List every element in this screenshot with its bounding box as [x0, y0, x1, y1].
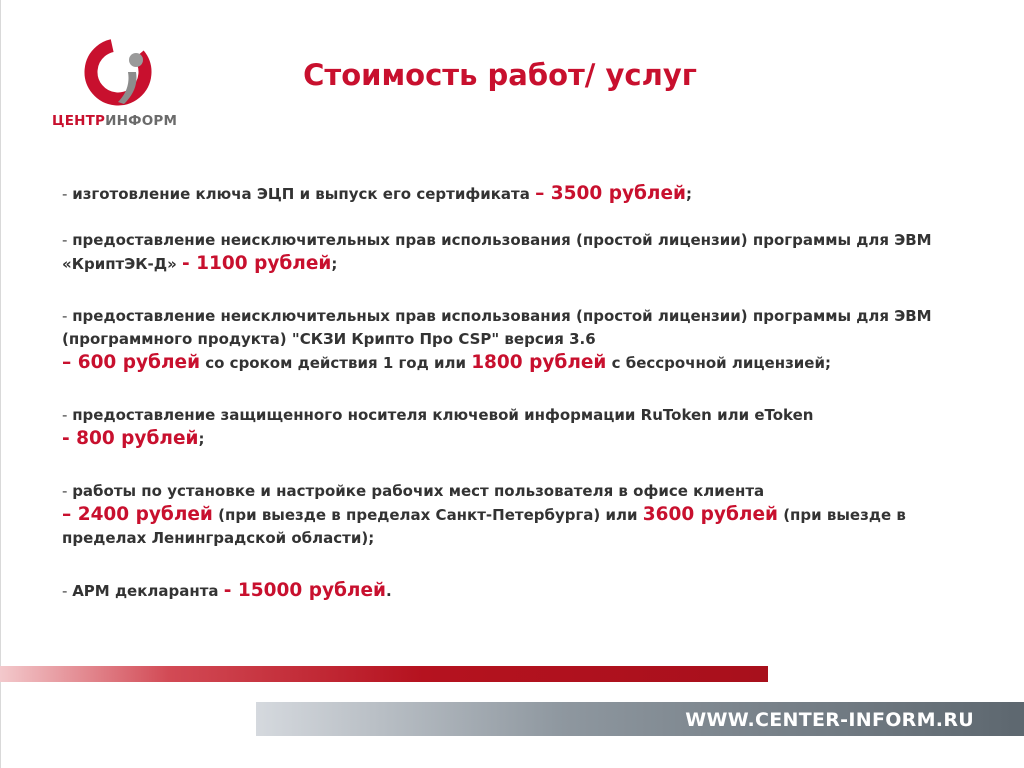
item-text: (при выезде в пределах Ленинградской области); — [62, 506, 906, 547]
item-text: АРМ декларанта — [72, 582, 224, 600]
logo-text-part1: ЦЕНТР — [52, 113, 106, 129]
item-price: – 2400 рублей — [62, 504, 213, 525]
frame-border — [0, 0, 1, 768]
item-price: - 15000 рублей — [223, 580, 386, 601]
item-text: предоставление неисключительных прав использования (простой лицензии) программы для ЭВМ (программного продукта) "СКЗИ Крипто Про CSP" версия 3.6 — [62, 307, 932, 348]
item-text: предоставление неисключительных прав использования (простой лицензии) программы для ЭВМ «КриптЭК-Д» — [62, 231, 932, 273]
list-item: - предоставление неисключительных прав использования (простой лицензии) программы для ЭВМ «КриптЭК-Д» - 1100 рублей; — [62, 231, 932, 274]
item-price-alt: 3600 рублей — [642, 504, 778, 525]
logo-wordmark — [52, 113, 177, 129]
item-price: - 1100 рублей — [182, 253, 332, 274]
list-item: - АРМ декларанта - 15000 рублей. — [62, 580, 392, 601]
item-text: изготовление ключа ЭЦП и выпуск его сертификата — [72, 185, 536, 203]
item-text: с бессрочной лицензией; — [606, 354, 831, 372]
item-text: со сроком действия 1 год или — [200, 354, 472, 372]
list-item: - изготовление ключа ЭЦП и выпуск его сертификата – 3500 рублей; — [62, 183, 692, 204]
item-text: (при выезде в пределах Санкт-Петербурга) или — [212, 506, 643, 524]
item-text: предоставление защищенного носителя ключевой информации RuToken или eToken — [72, 406, 814, 424]
list-item: - предоставление неисключительных прав использования (простой лицензии) программы для ЭВМ (программного продукта) "СКЗИ Крипто Про CSP" версия 3.6 – 600 рублей со сроком действия 1 год или 1800 рублей с бессрочной лицензией; — [62, 307, 932, 373]
logo-text-part2: ИНФОРМ — [105, 113, 178, 129]
item-text: работы по установке и настройке рабочих мест пользователя в офисе клиента — [72, 482, 765, 500]
item-price: – 600 рублей — [62, 352, 201, 373]
list-item: - предоставление защищенного носителя ключевой информации RuToken или eToken - 800 рублей; — [62, 406, 814, 449]
price-list — [62, 182, 982, 603]
item-price: - 800 рублей — [62, 428, 199, 449]
footer-red-bar — [0, 666, 768, 682]
page-title: Стоимость работ/ услуг — [303, 58, 697, 92]
item-price-alt: 1800 рублей — [471, 352, 607, 373]
website-url: WWW.CENTER-INFORM.RU — [685, 709, 974, 731]
list-item: - работы по установке и настройке рабочих мест пользователя в офисе клиента – 2400 рублей (при выезде в пределах Санкт-Петербурга) или 3600 рублей (при выезде в пределах Ленинградской области); — [62, 482, 906, 547]
item-price: – 3500 рублей — [535, 183, 686, 204]
